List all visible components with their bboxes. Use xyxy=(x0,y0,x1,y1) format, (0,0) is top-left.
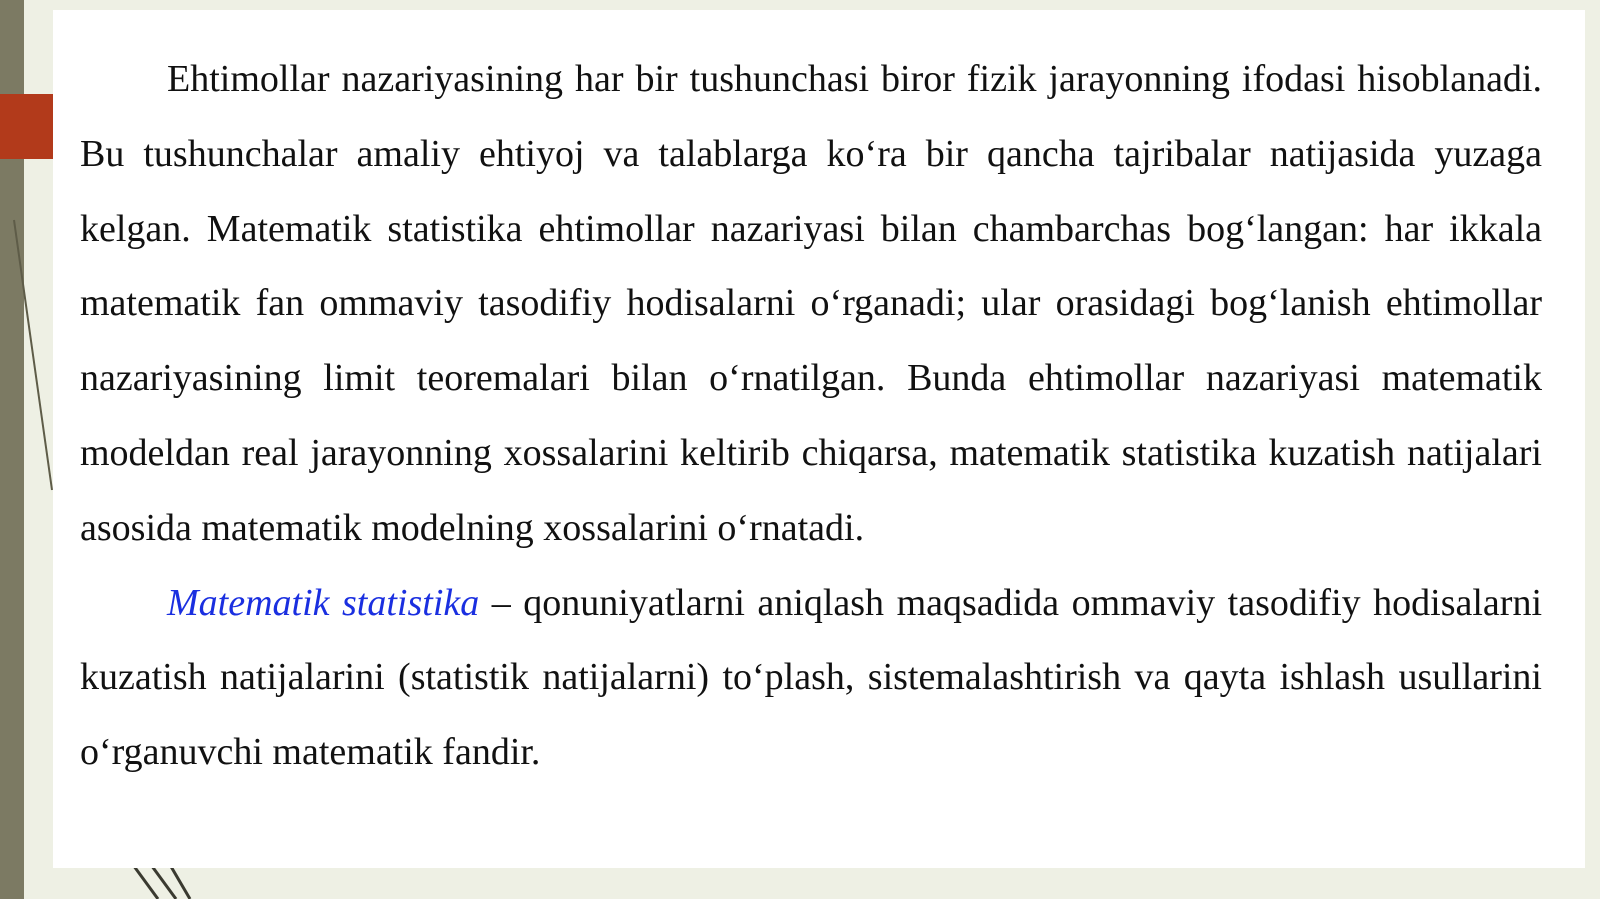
paragraph-2 xyxy=(80,566,1542,790)
paragraph-1: Ehtimollar nazariyasining har bir tushunchasi biror fizik jarayonning ifodasi hisoblanadi. Bu tushunchalar amaliy ehtiyoj va talablarga ko‘ra bir qancha tajribalar natijasida yuzaga kelgan. Matematik statistika ehtimollar nazariyasi bilan chambarchas bog‘langan: har ikkala matematik fan ommaviy tasodifiy hodisalarni o‘rganadi; ular orasidagi bog‘lanish ehtimollar nazariyasining limit teoremalari bilan o‘rnatilgan. Bunda ehtimollar nazariyasi matematik modeldan real jarayonning xossalarini keltirib chiqarsa, matematik statistika kuzatish natijalari asosida matematik modelning xossalarini o‘rnatadi. xyxy=(80,58,1542,549)
definition-text: – qonuniyatlarni aniqlash maqsadida ommaviy tasodifiy hodisalarni kuzatish natijalarini (statistik natijalarni) to‘plash, sistemalashtirish va qayta ishlash usullarini o‘rganuvchi matematik fandir. xyxy=(80,581,1542,774)
accent-block xyxy=(0,94,53,159)
slide-text xyxy=(80,42,1542,790)
term-highlight: Matematik statistika xyxy=(167,581,480,624)
